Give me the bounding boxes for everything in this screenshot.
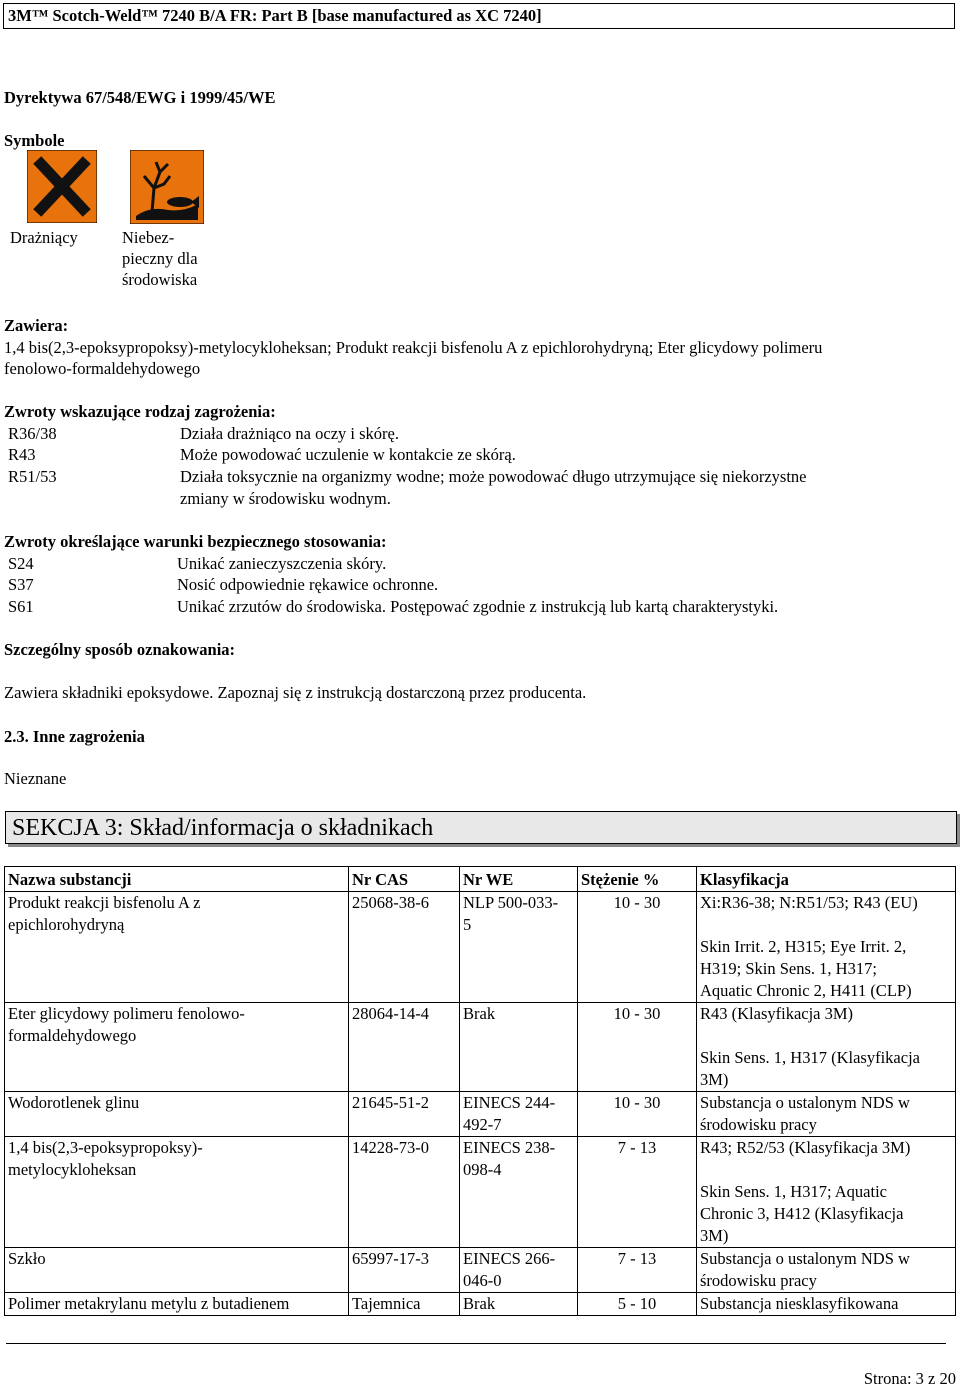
contains-heading: Zawiera: <box>4 316 69 335</box>
cell-concentration: 7 - 13 <box>578 1137 697 1248</box>
cell-substance-name <box>5 1137 349 1248</box>
cell-classification-line: H319; Skin Sens. 1, H317; <box>700 959 877 978</box>
table-row <box>5 1092 956 1137</box>
table-row <box>5 1248 956 1293</box>
xi-irritant-cross-icon <box>27 150 97 223</box>
cell-concentration: 7 - 13 <box>578 1248 697 1293</box>
s-phrase-code: S61 <box>8 597 34 616</box>
col-header-cas: Nr CAS <box>349 867 460 892</box>
cell-concentration: 10 - 30 <box>578 1092 697 1137</box>
cell-classification-line: 3M) <box>700 1226 729 1245</box>
cell-cas-number: 65997-17-3 <box>349 1248 460 1293</box>
cell-classification <box>697 892 956 1003</box>
r-phrase-text: Może powodować uczulenie w kontakcie ze skórą. <box>180 445 516 464</box>
table-row <box>5 892 956 1003</box>
cell-classification-line: środowisku pracy <box>700 1271 817 1290</box>
cell-classification-line <box>700 1159 952 1181</box>
cell-classification <box>697 1248 956 1293</box>
cell-substance-name <box>5 1293 349 1316</box>
cell-cas-number: 14228-73-0 <box>349 1137 460 1248</box>
cell-we-number-line: 098-4 <box>463 1160 502 1179</box>
contains-line-2: fenolowo-formaldehydowego <box>4 359 201 378</box>
n-environment-dead-tree-fish-icon <box>130 150 204 224</box>
cell-we-number-line: 492-7 <box>463 1115 502 1134</box>
footer-divider <box>6 1343 946 1344</box>
cell-cas-number: 21645-51-2 <box>349 1092 460 1137</box>
cell-we-number <box>460 1293 578 1316</box>
cell-we-number-line: NLP 500-033- <box>463 893 559 912</box>
cell-classification-line: środowisku pracy <box>700 1115 817 1134</box>
cell-classification-line: Chronic 3, H412 (Klasyfikacja <box>700 1204 904 1223</box>
cell-we-number-line: EINECS 266- <box>463 1249 556 1268</box>
r-phrase-text: Działa toksycznie na organizmy wodne; może powodować długo utrzymujące się niekorzystne <box>180 467 807 486</box>
col-header-name: Nazwa substancji <box>5 867 349 892</box>
special-labelling-text: Zawiera składniki epoksydowe. Zapoznaj się z instrukcją dostarczoną przez producenta. <box>4 683 587 702</box>
r-phrases-heading: Zwroty wskazujące rodzaj zagrożenia: <box>4 402 276 421</box>
table-row <box>5 1003 956 1092</box>
cell-substance-name-line: Wodorotlenek glinu <box>8 1093 140 1112</box>
cell-substance-name <box>5 1003 349 1092</box>
s-phrase-code: S37 <box>8 575 34 594</box>
cell-we-number-line: Brak <box>463 1004 496 1023</box>
cell-classification-line: R43 (Klasyfikacja 3M) <box>700 1004 854 1023</box>
symbols-heading: Symbole <box>4 131 65 150</box>
cell-we-number-line: 046-0 <box>463 1271 502 1290</box>
cell-classification-line: Substancja o ustalonym NDS w <box>700 1093 910 1112</box>
composition-table <box>4 866 956 1316</box>
cell-we-number <box>460 1137 578 1248</box>
cell-substance-name-line: formaldehydowego <box>8 1026 137 1045</box>
cell-classification-line: R43; R52/53 (Klasyfikacja 3M) <box>700 1138 911 1157</box>
col-header-we: Nr WE <box>460 867 578 892</box>
r-phrase-text: Działa drażniąco na oczy i skórę. <box>180 424 399 443</box>
cell-classification <box>697 1003 956 1092</box>
cell-classification-line: Skin Irrit. 2, H315; Eye Irrit. 2, <box>700 937 907 956</box>
table-row <box>5 1137 956 1248</box>
cell-substance-name-line: Polimer metakrylanu metylu z butadienem <box>8 1294 290 1313</box>
cell-we-number <box>460 892 578 1003</box>
s-phrases-heading: Zwroty określające warunki bezpiecznego stosowania: <box>4 532 387 551</box>
section-3-title-bar <box>5 811 957 844</box>
cell-we-number <box>460 1003 578 1092</box>
cell-substance-name-line: metylocykloheksan <box>8 1160 137 1179</box>
cell-classification-line: Substancja o ustalonym NDS w <box>700 1249 910 1268</box>
cell-we-number <box>460 1092 578 1137</box>
cell-we-number-line: EINECS 238- <box>463 1138 556 1157</box>
cell-classification-line: Skin Sens. 1, H317; Aquatic <box>700 1182 888 1201</box>
other-hazards-text: Nieznane <box>4 769 67 788</box>
cell-concentration: 10 - 30 <box>578 1003 697 1092</box>
document-title: 3M™ Scotch-Weld™ 7240 B/A FR: Part B [base manufactured as XC 7240] <box>8 6 542 25</box>
cell-classification <box>697 1137 956 1248</box>
r-phrase-code: R43 <box>8 445 36 464</box>
cell-classification-line: Xi:R36-38; N:R51/53; R43 (EU) <box>700 893 918 912</box>
cell-classification-line: Substancja niesklasyfikowana <box>700 1294 899 1313</box>
table-header-row <box>5 867 956 892</box>
cell-substance-name-line: epichlorohydryną <box>8 915 125 934</box>
r-phrase-code: R51/53 <box>8 467 57 486</box>
cell-substance-name <box>5 892 349 1003</box>
cell-classification-line: 3M) <box>700 1070 729 1089</box>
cell-cas-number: 28064-14-4 <box>349 1003 460 1092</box>
cell-substance-name-line: 1,4 bis(2,3-epoksypropoksy)- <box>8 1138 203 1157</box>
cell-concentration: 10 - 30 <box>578 892 697 1003</box>
cell-substance-name-line: Produkt reakcji bisfenolu A z <box>8 893 201 912</box>
table-row <box>5 1293 956 1316</box>
cell-cas-number: 25068-38-6 <box>349 892 460 1003</box>
s-phrase-text: Nosić odpowiednie rękawice ochronne. <box>177 575 439 594</box>
cell-we-number-line: Brak <box>463 1294 496 1313</box>
cell-classification-line: Skin Sens. 1, H317 (Klasyfikacja <box>700 1048 920 1067</box>
document-header <box>3 3 955 29</box>
cell-classification-line <box>700 914 952 936</box>
section-3-title: SEKCJA 3: Skład/informacja o składnikach <box>12 815 434 841</box>
cell-concentration: 5 - 10 <box>578 1293 697 1316</box>
special-labelling-heading: Szczególny sposób oznakowania: <box>4 640 236 659</box>
cell-we-number-line: 5 <box>463 915 472 934</box>
environment-label: Niebez- pieczny dla środowiska <box>122 228 198 289</box>
cell-we-number-line: EINECS 244- <box>463 1093 556 1112</box>
cell-classification <box>697 1293 956 1316</box>
cell-substance-name-line: Eter glicydowy polimeru fenolowo- <box>8 1004 245 1023</box>
cell-substance-name <box>5 1248 349 1293</box>
contains-line-1: 1,4 bis(2,3-epoksypropoksy)-metylocykloheksan; Produkt reakcji bisfenolu A z epichlorohydryną; Eter glicydowy polimeru <box>4 338 823 357</box>
s-phrase-code: S24 <box>8 554 34 573</box>
irritant-label: Drażniący <box>10 228 78 247</box>
r-phrase-text: zmiany w środowisku wodnym. <box>180 489 391 508</box>
cell-classification-line <box>700 1025 952 1047</box>
cell-we-number <box>460 1248 578 1293</box>
page-number: Strona: 3 z 20 <box>863 1369 956 1388</box>
cell-classification-line: Aquatic Chronic 2, H411 (CLP) <box>700 981 912 1000</box>
r-phrase-code: R36/38 <box>8 424 57 443</box>
cell-substance-name-line: Szkło <box>8 1249 46 1268</box>
col-header-concentration: Stężenie % <box>578 867 697 892</box>
cell-substance-name <box>5 1092 349 1137</box>
other-hazards-heading: 2.3. Inne zagrożenia <box>4 727 145 746</box>
cell-classification <box>697 1092 956 1137</box>
col-header-classification: Klasyfikacja <box>697 867 956 892</box>
s-phrase-text: Unikać zrzutów do środowiska. Postępować zgodnie z instrukcją lub kartą charakterystyki. <box>177 597 779 616</box>
s-phrase-text: Unikać zanieczyszczenia skóry. <box>177 554 387 573</box>
cell-cas-number: Tajemnica <box>349 1293 460 1316</box>
directive-heading: Dyrektywa 67/548/EWG i 1999/45/WE <box>4 88 276 107</box>
